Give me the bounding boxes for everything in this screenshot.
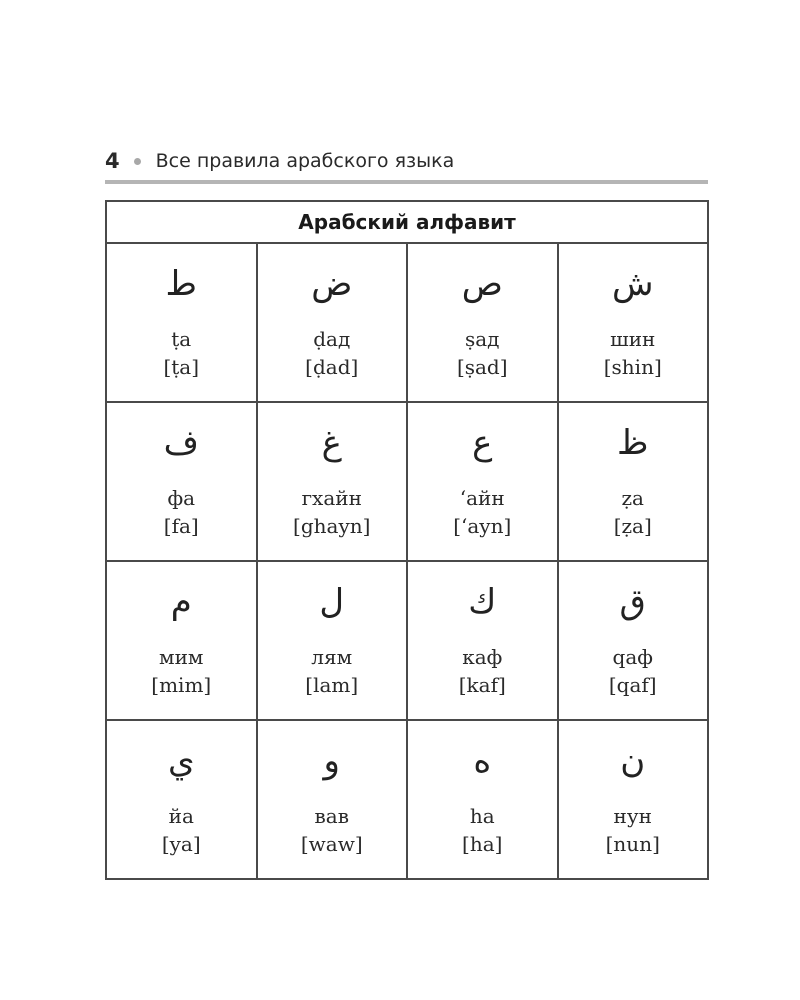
table-row bbox=[106, 243, 708, 402]
letter-cell bbox=[407, 720, 558, 879]
letter-name: ṣад bbox=[464, 327, 500, 351]
arabic-letter: ش bbox=[611, 264, 654, 304]
letter-transliteration: [lam] bbox=[305, 673, 359, 697]
letter-cell bbox=[106, 402, 257, 561]
letter-transliteration: [ẓa] bbox=[613, 514, 652, 538]
arabic-letter: غ bbox=[321, 423, 342, 463]
letter-transliteration: [ṭa] bbox=[163, 355, 200, 379]
letter-transliteration: [kaf] bbox=[458, 673, 506, 697]
letter-name: каф bbox=[462, 645, 503, 669]
book-title: Все правила арабского языка bbox=[155, 150, 455, 172]
table-row bbox=[106, 402, 708, 561]
table-title: Арабский алфавит bbox=[106, 201, 708, 243]
letter-name: лям bbox=[311, 645, 353, 669]
letter-cell bbox=[407, 402, 558, 561]
letter-name: йа bbox=[168, 804, 194, 828]
letter-name: ṭа bbox=[171, 327, 192, 351]
letter-name: ha bbox=[469, 804, 495, 828]
letter-transliteration: [fa] bbox=[163, 514, 199, 538]
letter-cell bbox=[407, 243, 558, 402]
alphabet-table bbox=[105, 200, 709, 880]
arabic-letter: ص bbox=[461, 264, 503, 304]
letter-name: фа bbox=[167, 486, 196, 510]
letter-transliteration: [nun] bbox=[605, 832, 660, 856]
arabic-letter: م bbox=[170, 582, 192, 622]
arabic-letter: ظ bbox=[617, 423, 649, 463]
letter-cell bbox=[257, 243, 408, 402]
table-row bbox=[106, 561, 708, 720]
arabic-letter: و bbox=[323, 741, 340, 781]
header-rule bbox=[105, 180, 708, 184]
letter-transliteration: [ya] bbox=[161, 832, 201, 856]
letter-cell bbox=[106, 720, 257, 879]
letter-transliteration: [ḍad] bbox=[305, 355, 359, 379]
arabic-letter: ق bbox=[619, 582, 646, 622]
letter-name: гхайн bbox=[301, 486, 362, 510]
table-row bbox=[106, 720, 708, 879]
letter-name: мим bbox=[159, 645, 204, 669]
arabic-letter: ط bbox=[165, 264, 197, 304]
letter-cell bbox=[257, 561, 408, 720]
letter-transliteration: [mim] bbox=[151, 673, 212, 697]
letter-transliteration: [ʻayn] bbox=[453, 514, 512, 538]
arabic-letter: ه bbox=[473, 741, 492, 781]
arabic-letter: ك bbox=[468, 582, 497, 622]
letter-cell bbox=[558, 720, 709, 879]
letter-name: нун bbox=[613, 804, 652, 828]
letter-name: шин bbox=[610, 327, 656, 351]
arabic-letter: ن bbox=[620, 741, 646, 781]
page-header bbox=[105, 142, 708, 180]
letter-transliteration: [waw] bbox=[300, 832, 363, 856]
letter-name: ẓа bbox=[621, 486, 644, 510]
letter-cell bbox=[558, 243, 709, 402]
letter-cell bbox=[106, 561, 257, 720]
letter-transliteration: [ha] bbox=[462, 832, 503, 856]
page-number: 4 bbox=[105, 149, 120, 173]
letter-cell bbox=[257, 402, 408, 561]
letter-cell bbox=[257, 720, 408, 879]
letter-name: ʻайн bbox=[459, 486, 505, 510]
letter-name: вав bbox=[314, 804, 349, 828]
arabic-letter: ي bbox=[167, 741, 195, 781]
letter-cell bbox=[407, 561, 558, 720]
arabic-letter: ع bbox=[472, 423, 493, 463]
letter-transliteration: [qaf] bbox=[608, 673, 657, 697]
letter-transliteration: [ghayn] bbox=[293, 514, 371, 538]
letter-cell bbox=[106, 243, 257, 402]
letter-cell bbox=[558, 561, 709, 720]
bullet-icon bbox=[134, 158, 141, 165]
arabic-letter: ل bbox=[319, 582, 345, 622]
arabic-letter: ف bbox=[163, 423, 199, 463]
letter-name: ḍад bbox=[313, 327, 351, 351]
letter-cell bbox=[558, 402, 709, 561]
letter-transliteration: [ṣad] bbox=[456, 355, 508, 379]
letter-name: qaф bbox=[612, 645, 653, 669]
letter-transliteration: [shin] bbox=[603, 355, 662, 379]
arabic-letter: ض bbox=[311, 264, 353, 304]
